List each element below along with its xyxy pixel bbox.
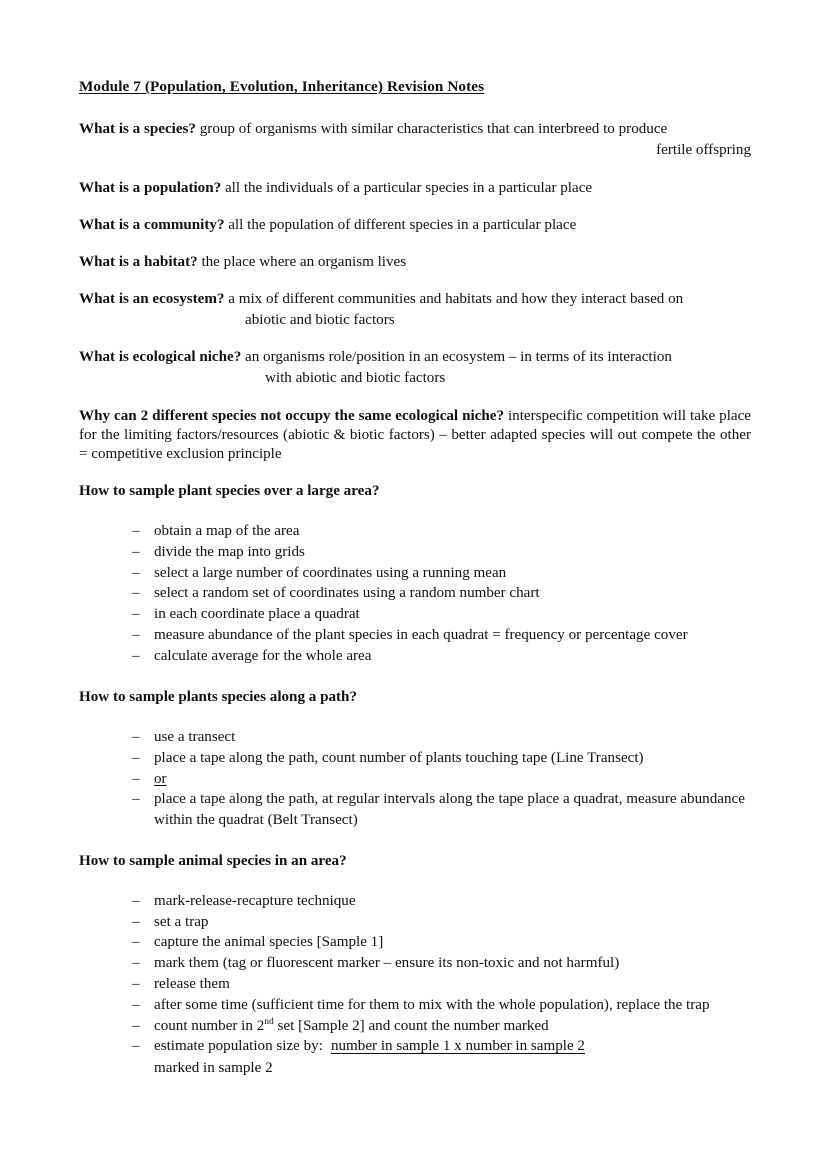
list-item-estimate-formula [132,1036,751,1078]
section-heading: How to sample animal species in an area? [79,852,347,869]
definition-habitat [79,253,751,272]
list-item-text: measure abundance of the plant species in each quadrat = frequency or percentage cover [154,626,688,643]
dash-bullet-icon: – [132,913,140,930]
list-item-text: in each coordinate place a quadrat [154,606,360,623]
list-item [132,727,751,747]
dash-bullet-icon: – [132,955,140,972]
list-item-or [132,769,751,789]
dash-bullet-icon: – [132,749,140,766]
list-item-text: obtain a map of the area [154,522,300,539]
bullet-list [79,727,751,830]
list-item [132,542,751,562]
dash-bullet-icon: – [132,975,140,992]
dash-bullet-icon: – [132,606,140,623]
dash-bullet-icon: – [132,564,140,581]
definition-community [79,216,751,235]
list-item-text: or [154,770,167,787]
formula-numerator: number in sample 1 x number in sample 2 [330,1038,585,1055]
count-prefix: count number in 2 [154,1017,265,1034]
definition-answer: the place where an organism lives [197,253,407,270]
list-item-text: release them [154,975,230,992]
ordinal-superscript: nd [264,1016,274,1027]
definition-question: What is a habitat? [79,253,198,270]
definition-question: What is a community? [79,216,225,233]
definition-ecosystem [79,290,751,330]
definition-answer: a mix of different communities and habitats and how they interact based on [224,291,684,308]
definition-answer: an organisms role/position in an ecosystem – in terms of its interaction [241,349,672,366]
definition-continuation: abiotic and biotic factors [245,312,395,329]
list-item-text: mark them (tag or fluorescent marker – ensure its non-toxic and not harmful) [154,955,620,972]
list-item [132,891,751,911]
definition-population [79,179,751,198]
dash-bullet-icon: – [132,647,140,664]
list-item [132,748,751,768]
dash-bullet-icon: – [132,996,140,1013]
list-item-text: use a transect [154,728,236,745]
list-item-text: place a tape along the path, at regular intervals along the tape place a quadrat, measure abundance within the quadrat (Belt Transect) [154,791,745,828]
definition-continuation: with abiotic and biotic factors [265,370,446,387]
dash-bullet-icon: – [132,543,140,560]
definition-question: What is ecological niche? [79,349,242,366]
list-item-text: capture the animal species [Sample 1] [154,934,384,951]
section-heading: How to sample plant species over a large area? [79,483,380,500]
list-item-text: calculate average for the whole area [154,647,372,664]
list-item [132,995,751,1015]
definition-ecological-niche [79,348,751,388]
list-item-text: mark-release-recapture technique [154,892,356,909]
dash-bullet-icon: – [132,522,140,539]
list-item [132,625,751,645]
list-item-text: select a random set of coordinates using a random number chart [154,585,540,602]
definition-species [79,120,751,160]
dash-bullet-icon: – [132,770,140,787]
list-item [132,563,751,583]
definition-answer: interspecific competition will take place for the limiting factors/resources (abiotic & biotic factors) – better adapted species will out compete the other = competitive exclusion principle [79,407,751,462]
list-item-text: place a tape along the path, count number of plants touching tape (Line Transect) [154,749,644,766]
bullet-list [79,521,751,666]
list-item-text: divide the map into grids [154,543,305,560]
definition-continuation: fertile offspring [656,142,751,159]
section-heading: How to sample plants species along a path? [79,689,358,706]
section-sample-plants-along-path [79,688,751,830]
definition-question: What is a population? [79,179,222,196]
list-item [132,604,751,624]
list-item [132,646,751,666]
dash-bullet-icon: – [132,892,140,909]
section-sample-plants-large-area [79,482,751,666]
section-sample-animals [79,852,751,1078]
dash-bullet-icon: – [132,728,140,745]
page-title: Module 7 (Population, Evolution, Inheritance) Revision Notes [79,78,485,95]
definition-question: What is a species? [79,121,196,138]
list-item-count-second-set [132,1016,751,1036]
estimate-label: estimate population size by: [154,1038,323,1055]
list-item-text: after some time (sufficient time for them to mix with the whole population), replace the trap [154,996,710,1013]
definition-question: What is an ecosystem? [79,291,225,308]
definition-answer: group of organisms with similar characteristics that can interbreed to produce [195,121,668,138]
definition-competitive-exclusion [79,407,751,464]
document-body [79,78,751,1098]
definition-answer: all the population of different species in a particular place [224,216,577,233]
dash-bullet-icon: – [132,791,140,808]
list-item-text: select a large number of coordinates using a running mean [154,564,507,581]
list-item [132,953,751,973]
bullet-list [79,891,751,1078]
list-item [132,912,751,932]
formula-denominator: marked in sample 2 [154,1059,273,1076]
dash-bullet-icon: – [132,626,140,643]
list-item [132,583,751,603]
list-item [132,521,751,541]
definition-question: Why can 2 different species not occupy the same ecological niche? [79,407,505,424]
dash-bullet-icon: – [132,1017,140,1034]
list-item [132,789,751,830]
dash-bullet-icon: – [132,1038,140,1055]
list-item [132,932,751,952]
definition-answer: all the individuals of a particular species in a particular place [221,179,593,196]
list-item [132,974,751,994]
list-item-text: set a trap [154,913,209,930]
count-suffix: set [Sample 2] and count the number marked [273,1017,549,1034]
dash-bullet-icon: – [132,585,140,602]
dash-bullet-icon: – [132,934,140,951]
